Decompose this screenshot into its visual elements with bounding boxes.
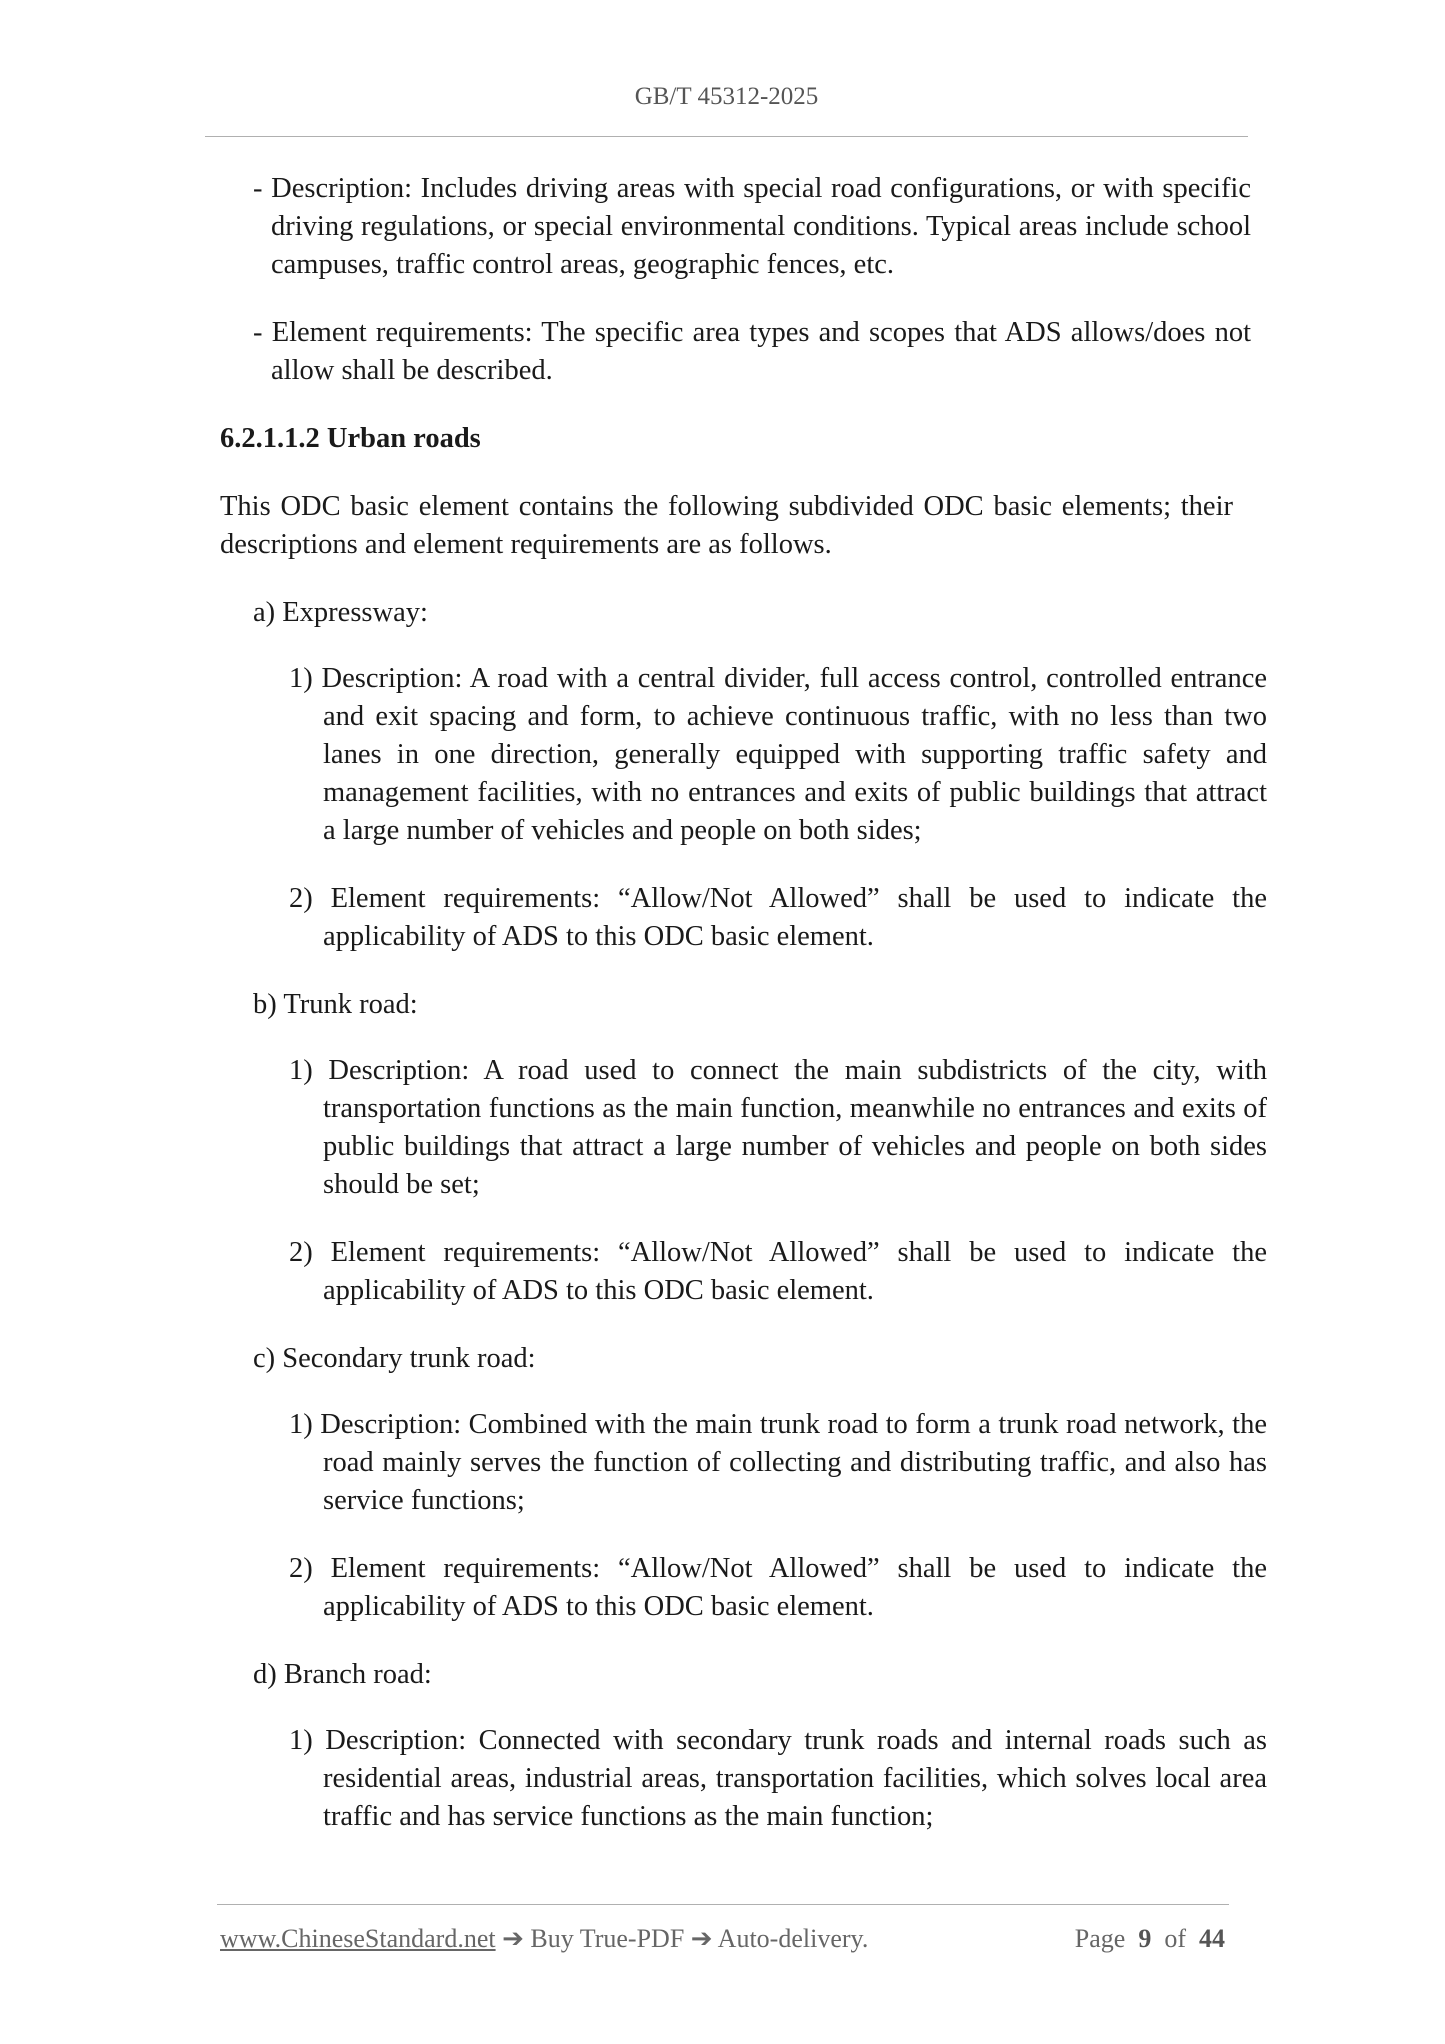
running-header: GB/T 45312-2025 (634, 83, 819, 110)
buy-true-pdf-text: Buy True-PDF (530, 1924, 685, 1953)
list-item-label: b) Trunk road: (253, 989, 418, 1020)
section-heading: 6.2.1.1.2 Urban roads (220, 423, 481, 454)
list-item-label: c) Secondary trunk road: (253, 1343, 536, 1374)
list-item-description: 1) Description: A road used to connect the main subdistricts of the city, with transportation functions as the main function, meanwhile no entrances and exits of public buildings that attract a large number of vehicles and people on both sides should be set; (289, 1055, 1267, 1200)
auto-delivery-text: Auto-delivery. (717, 1924, 869, 1953)
of-label: of (1164, 1924, 1186, 1953)
list-item-requirement: 2) Element requirements: “Allow/Not Allowed” shall be used to indicate the applicability of ADS to this ODC basic element. (289, 1553, 1267, 1622)
paragraph-element-requirements: - Element requirements: The specific area types and scopes that ADS allows/does not allow shall be described. (253, 317, 1251, 386)
arrow-right-icon: ➔ (502, 1924, 524, 1953)
site-link[interactable]: www.ChineseStandard.net (220, 1924, 496, 1953)
page-label: Page (1074, 1924, 1126, 1953)
intro-paragraph: This ODC basic element contains the following subdivided ODC basic elements; their descriptions and element requirements are as follows. (220, 491, 1233, 560)
total-pages: 44 (1199, 1924, 1225, 1953)
current-page: 9 (1138, 1924, 1152, 1953)
list-item-description: 1) Description: Connected with secondary trunk roads and internal roads such as residential areas, industrial areas, transportation facilities, which solves local area traffic and has service functions as the main function; (289, 1725, 1267, 1832)
footer-links (220, 1923, 868, 1955)
list-item-requirement: 2) Element requirements: “Allow/Not Allowed” shall be used to indicate the applicability of ADS to this ODC basic element. (289, 883, 1267, 952)
list-item-description: 1) Description: A road with a central divider, full access control, controlled entrance and exit spacing and form, to achieve continuous traffic, with no less than two lanes in one direction, generally equipped with supporting traffic safety and management facilities, with no entrances and exits of public buildings that attract a large number of vehicles and people on both sides; (289, 663, 1267, 846)
list-item-label: d) Branch road: (253, 1659, 432, 1690)
list-item-description: 1) Description: Combined with the main trunk road to form a trunk road network, the road mainly serves the function of collecting and distributing traffic, and also has service functions; (289, 1409, 1267, 1516)
list-item-label: a) Expressway: (253, 597, 428, 628)
footer-divider (217, 1904, 1229, 1905)
list-item-requirement: 2) Element requirements: “Allow/Not Allowed” shall be used to indicate the applicability of ADS to this ODC basic element. (289, 1237, 1267, 1306)
arrow-right-icon: ➔ (690, 1924, 713, 1953)
paragraph-description: - Description: Includes driving areas with special road configurations, or with specific driving regulations, or special environmental conditions. Typical areas include school campuses, traffic control areas, geographic fences, etc. (253, 173, 1251, 280)
header-divider (205, 136, 1248, 137)
page-number (1075, 1923, 1225, 1955)
